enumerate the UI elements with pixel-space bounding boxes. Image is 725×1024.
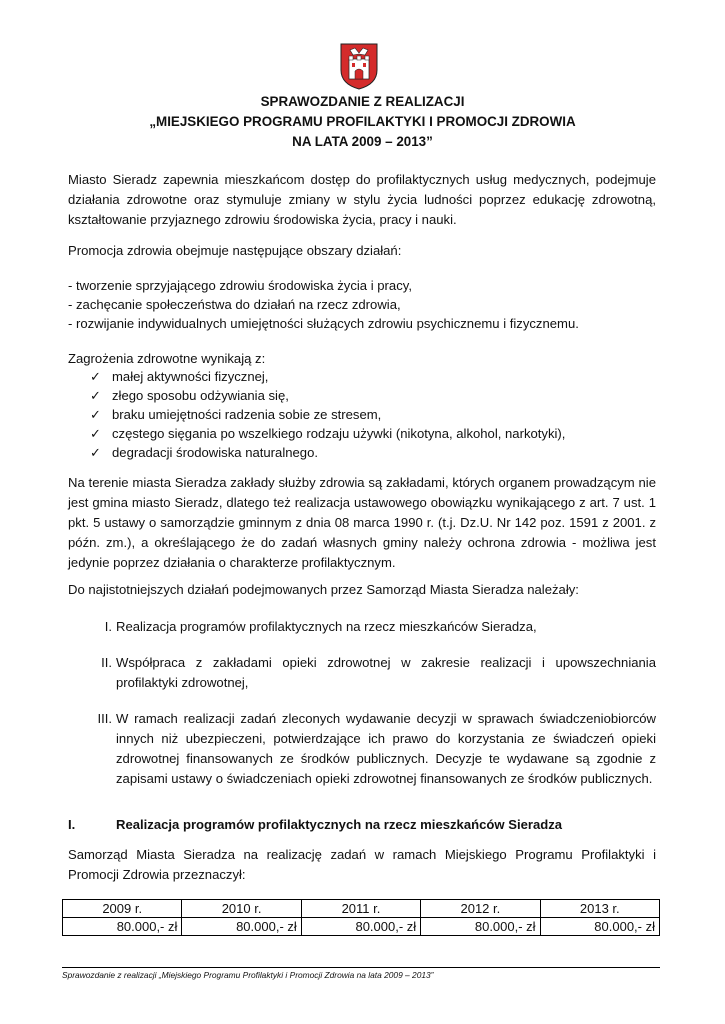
threat-item: ✓ złego sposobu odżywiania się, xyxy=(90,388,289,403)
budget-amount: 80.000,- zł xyxy=(421,918,540,936)
action-number: II. xyxy=(101,655,112,670)
check-icon: ✓ xyxy=(90,445,101,460)
budget-amount: 80.000,- zł xyxy=(540,918,659,936)
actions-lead: Do najistotniejszych działań podejmowanych przez Samorząd Miasta Sieradza należały: xyxy=(68,582,579,597)
legal-paragraph: Na terenie miasta Sieradza zakłady służby zdrowia są zakładami, których organem prowadzącym nie jest gmina miasto Sieradz, dlatego też realizacja ustawowego obowiązku wynikającego z art. 7 ust. 1 pkt. 5 ustawy o samorządzie gminnym z dnia 08 marca 1990 r. (t.j. Dz.U. Nr 142 poz. 1591 z 2001. z późn. zm.), a określającego że do zadań własnych gminy należy ochrona zdrowia - możliwa jest jedynie poprzez działania o charakterze profilaktycznym. xyxy=(68,475,656,570)
section-number: I. xyxy=(68,817,76,832)
sieradz-coat-of-arms-icon xyxy=(339,42,379,90)
page-footer: Sprawozdanie z realizacji „Miejskiego Programu Profilaktyki i Promocji Zdrowia na lata 2009 – 2013” xyxy=(62,970,434,980)
report-title-line-3: NA LATA 2009 – 2013” xyxy=(292,134,433,149)
threats-lead: Zagrożenia zdrowotne wynikają z: xyxy=(68,351,266,366)
threat-item: ✓ małej aktywności fizycznej, xyxy=(90,369,269,384)
promotion-area-item: - zachęcanie społeczeństwa do działań na rzecz zdrowia, xyxy=(68,297,401,312)
check-icon: ✓ xyxy=(90,426,101,441)
report-title-line-1: SPRAWOZDANIE Z REALIZACJI xyxy=(260,94,465,109)
promotion-area-item: - rozwijanie indywidualnych umiejętności służących zdrowiu psychicznemu i fizycznemu. xyxy=(68,316,579,331)
threat-item: ✓ braku umiejętności radzenia sobie ze stresem, xyxy=(90,407,382,422)
action-text: W ramach realizacji zadań zleconych wydawanie decyzji w sprawach świadczeniobiorców innych niż ubezpieczeni, potwierdzające ich prawo do korzystania ze świadczeń opieki zdrowotnej finansowanych ze środków publicznych. Decyzje te wydawane są zgodnie z zapisami ustawy o świadczeniach opieki zdrowotnej finansowanych ze środków publicznych. xyxy=(116,711,656,786)
check-icon: ✓ xyxy=(90,407,101,422)
footer-divider xyxy=(62,967,660,968)
budget-year: 2010 r. xyxy=(182,900,301,918)
budget-amounts-row xyxy=(63,918,660,936)
action-number: III. xyxy=(97,711,112,726)
budget-years-row xyxy=(63,900,660,918)
threat-item: ✓ degradacji środowiska naturalnego. xyxy=(90,445,318,460)
budget-amount: 80.000,- zł xyxy=(63,918,182,936)
section-title: Realizacja programów profilaktycznych na rzecz mieszkańców Sieradza xyxy=(116,817,563,832)
budget-table xyxy=(62,899,660,936)
budget-year: 2011 r. xyxy=(301,900,420,918)
action-number: I. xyxy=(104,619,112,634)
budget-year: 2009 r. xyxy=(63,900,182,918)
promotion-lead: Promocja zdrowia obejmuje następujące obszary działań: xyxy=(68,243,402,258)
report-title-line-2: „MIEJSKIEGO PROGRAMU PROFILAKTYKI I PROMOCJI ZDROWIA xyxy=(149,114,576,129)
threat-item: ✓ częstego sięgania po wszelkiego rodzaju używki (nikotyna, alkohol, narkotyki), xyxy=(90,426,566,441)
budget-amount: 80.000,- zł xyxy=(301,918,420,936)
action-text: Współpraca z zakładami opieki zdrowotnej w zakresie realizacji i upowszechniania profilaktyki zdrowotnej, xyxy=(116,655,656,690)
check-icon: ✓ xyxy=(90,369,101,384)
promotion-area-item: - tworzenie sprzyjającego zdrowiu środowiska życia i pracy, xyxy=(68,278,412,293)
action-text: Realizacja programów profilaktycznych na rzecz mieszkańców Sieradza, xyxy=(116,619,537,634)
budget-amount: 80.000,- zł xyxy=(182,918,301,936)
check-icon: ✓ xyxy=(90,388,101,403)
budget-year: 2012 r. xyxy=(421,900,540,918)
intro-paragraph: Miasto Sieradz zapewnia mieszkańcom dostęp do profilaktycznych usług medycznych, podejmuje działania zdrowotne oraz stymuluje zmiany w stylu życia ludności poprzez edukację zdrowotną, kształtowanie przyjaznego zdrowiu środowiska życia, pracy i nauki. xyxy=(68,172,656,227)
section-paragraph: Samorząd Miasta Sieradza na realizację zadań w ramach Miejskiego Programu Profilaktyki i Promocji Zdrowia przeznaczył: xyxy=(68,847,656,882)
budget-year: 2013 r. xyxy=(540,900,659,918)
